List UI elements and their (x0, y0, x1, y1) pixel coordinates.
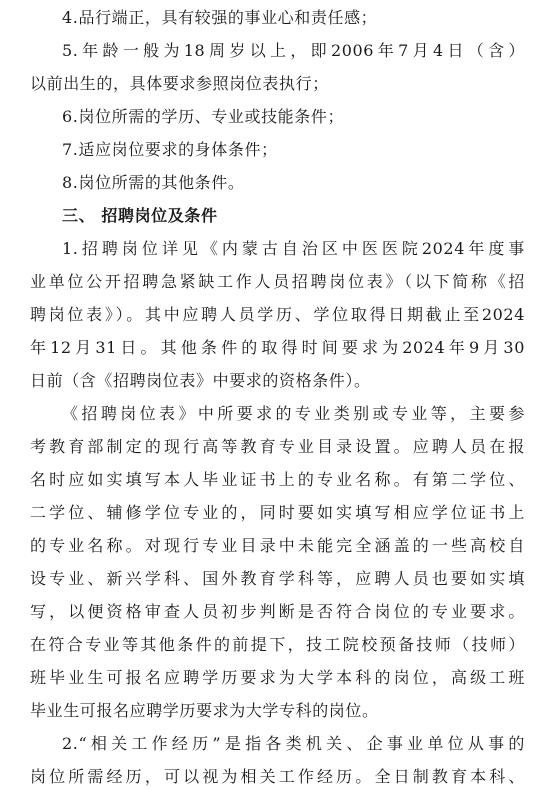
text-line-20: 在符合专业等其他条件的前提下，技工院校预备技师（技师） (30, 635, 525, 654)
text-line-14: 考教育部制定的现行高等教育专业目录设置。应聘人员在报 (30, 437, 525, 456)
text-line-9: 业单位公开招聘急紧缺工作人员招聘岗位表》（以下简称《招 (30, 272, 525, 291)
text-line-13: 《招聘岗位表》中所要求的专业类别或专业等，主要参 (62, 404, 525, 423)
text-line-22: 毕业生可报名应聘学历要求为大学专科的岗位。 (30, 701, 379, 720)
text-line-12: 日前（含《招聘岗位表》中要求的资格条件）。 (30, 371, 371, 390)
text-line-5: 7.适应岗位要求的身体条件； (62, 140, 278, 159)
text-line-1: 4.品行端正，具有较强的事业心和责任感； (62, 8, 378, 27)
text-line-10: 聘岗位表》）。其中应聘人员学历、学位取得日期截止至2024 (30, 305, 525, 324)
text-line-4: 6.岗位所需的学历、专业或技能条件； (62, 107, 345, 126)
text-line-23: 2.“相关工作经历”是指各类机关、企事业单位从事的 (62, 734, 525, 753)
text-line-18: 设专业、新兴学科、国外教育学科等，应聘人员也要如实填 (30, 569, 525, 588)
text-line-8: 1.招聘岗位详见《内蒙古自治区中医医院2024年度事 (62, 239, 525, 258)
text-line-19: 写，以便资格审查人员初步判断是否符合岗位的专业要求。 (30, 602, 525, 621)
text-line-16: 二学位、辅修学位专业的，同时要如实填写相应学位证书上 (30, 503, 525, 522)
text-line-2: 5.年龄一般为18周岁以上，即2006年7月4日（含） (62, 41, 525, 60)
text-line-6: 8.岗位所需的其他条件。 (62, 173, 245, 192)
text-line-11: 年12月31日。其他条件的取得时间要求为2024年9月30 (30, 338, 525, 357)
text-line-15: 名时应如实填写本人毕业证书上的专业名称。有第二学位、 (30, 470, 525, 489)
section-heading: 三、 招聘岗位及条件 (62, 206, 218, 225)
text-line-24: 岗位所需经历，可以视为相关工作经历。全日制教育本科、 (30, 767, 525, 786)
text-line-17: 的专业名称。对现行专业目录中未能完全涵盖的一些高校自 (30, 536, 525, 555)
text-line-21: 班毕业生可报名应聘学历要求为大学本科的岗位，高级工班 (30, 668, 525, 687)
text-line-3: 以前出生的，具体要求参照岗位表执行； (30, 74, 329, 93)
